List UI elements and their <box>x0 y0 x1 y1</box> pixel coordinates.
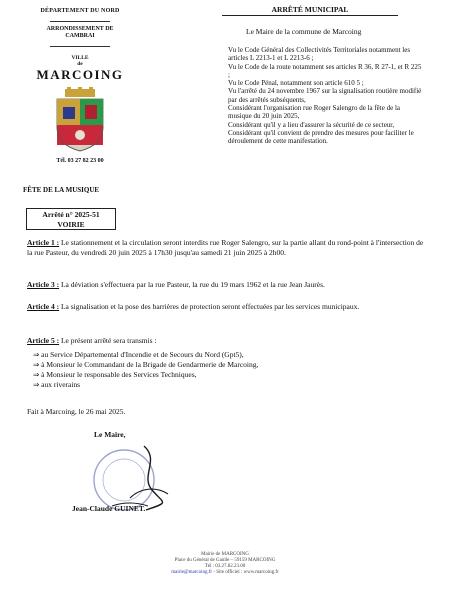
consideration-item: Considérant l'organisation rue Roger Salengro de la fête de la musique du 20 juin 2025, <box>228 104 400 121</box>
article-4 <box>27 302 427 312</box>
title-underline <box>222 15 398 16</box>
divider <box>50 46 110 47</box>
article-label: Article 4 : <box>27 302 60 311</box>
footer-contact <box>0 570 450 576</box>
article-label: Article 5 : <box>27 336 60 345</box>
page-footer <box>0 552 450 576</box>
coat-of-arms-icon <box>51 87 109 153</box>
arrete-category: VOIRIE <box>57 219 85 229</box>
consideration-item: Considérant qu'il y a lieu d'assurer la sécurité de ce secteur, <box>228 120 395 129</box>
arrondissement-label: ARRONDISSEMENT DE CAMBRAI <box>46 26 114 39</box>
list-item: ⇒ au Service Départemental d'Incendie et de Secours du Nord (Gpt5), <box>33 350 244 359</box>
arrete-number-box <box>26 208 116 230</box>
ville-label: VILLE <box>71 55 89 61</box>
article-1 <box>27 238 427 257</box>
list-item: ⇒ aux riverains <box>33 380 81 389</box>
arrete-number: Arrêté n° 2025-51 <box>42 210 100 219</box>
article-text: Le présent arrêté sera transmis : <box>59 336 157 345</box>
municipal-letterhead <box>34 8 126 164</box>
considerations-block <box>228 46 424 146</box>
list-item: ⇒ à Monsieur le responsable des Services Techniques, <box>33 370 197 379</box>
department-label: DÉPARTEMENT DU NORD <box>40 8 120 14</box>
signature-title: Le Maire, <box>94 430 126 439</box>
de-label: de <box>77 61 83 67</box>
footer-line: Mairie de MARCOING <box>201 552 249 557</box>
footer-line: Tél : 03.27.82.23.00 <box>204 564 246 569</box>
consideration-item: Vu l'arrêté du 24 novembre 1967 sur la signalisation routière modifié par des arrêtés subséquents, <box>228 87 422 104</box>
town-name: MARCOING <box>36 67 124 82</box>
article-text: Le stationnement et la circulation seront interdits rue Roger Salengro, sur la partie allant du rond-point à l'intersection de la rue Pasteur, du vendredi 20 juin 2025 à 17h30 jusqu'au samedi 21 juin 2025 à 2h00. <box>27 238 424 257</box>
consideration-item: Vu le Code de la route notamment ses articles R 36, R 27-1, et R 225 ; <box>228 62 422 79</box>
article-5 <box>27 336 427 346</box>
article-text: La déviation s'effectuera par la rue Pasteur, la rue du 19 mars 1962 et la rue Jean Jaurès. <box>59 280 325 289</box>
article-label: Article 1 : <box>27 238 60 247</box>
phone-number: Tél. 03 27 82 23 00 <box>56 158 104 164</box>
email-link[interactable]: mairie@marcoing.fr <box>171 570 213 575</box>
article-label: Article 3 : <box>27 280 60 289</box>
footer-site: - Site officiel : www.marcoing.fr <box>212 570 279 575</box>
footer-line: Place du Général de Gaulle – 59159 MARCOING <box>174 558 276 563</box>
divider <box>50 21 110 22</box>
list-item: ⇒ à Monsieur le Commandant de la Brigade de Gendarmerie de Marcoing, <box>33 360 259 369</box>
issuer-line: Le Maire de la commune de Marcoing <box>246 27 362 36</box>
consideration-item: Considérant qu'il convient de prendre des mesures pour faciliter le déroulement de cette manifestation. <box>228 128 414 146</box>
article-text: La signalisation et la pose des barrières de protection seront effectuées par les services municipaux. <box>59 302 360 311</box>
date-place: Fait à Marcoing, le 26 mai 2025. <box>27 407 126 416</box>
article-3 <box>27 280 427 290</box>
recipients-list <box>33 350 413 390</box>
consideration-item: Vu le Code Pénal, notamment son article 610 5 ; <box>228 79 364 88</box>
document-title: ARRÊTÉ MUNICIPAL <box>271 5 349 14</box>
consideration-item: Vu le Code Général des Collectivités Territoriales notamment les articles L 2213-1 et L 2213-6 ; <box>228 46 411 63</box>
event-title: FÊTE DE LA MUSIQUE <box>23 186 100 194</box>
signatory-name: Jean-Claude GUINET. <box>72 504 146 513</box>
